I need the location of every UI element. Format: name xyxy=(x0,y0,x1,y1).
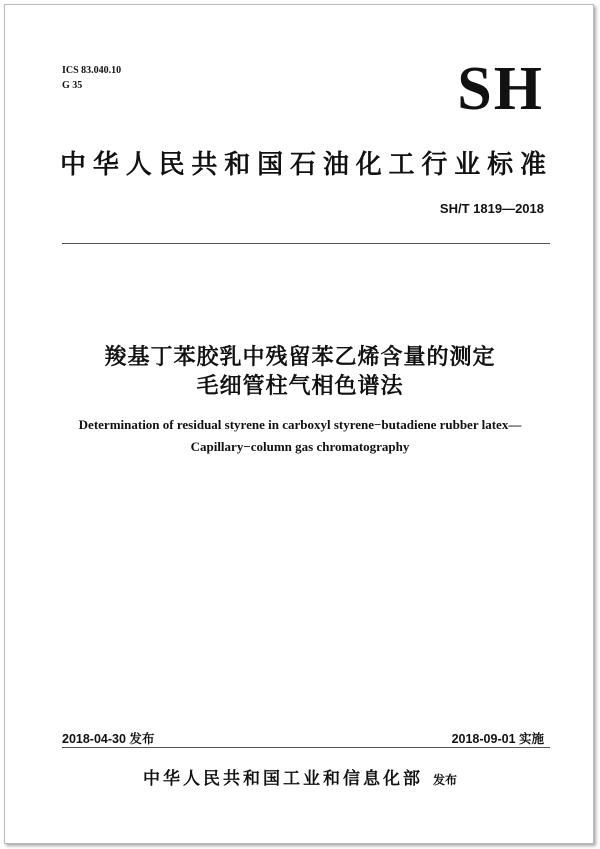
publisher xyxy=(0,764,600,789)
ministry-name: 中华人民共和国工业和信息化部 xyxy=(142,769,423,788)
footer-divider xyxy=(62,747,550,748)
publish-label: 发布 xyxy=(432,773,457,787)
implement-date: 2018-09-01 实施 xyxy=(451,732,544,746)
standard-code: SH/T 1819—2018 xyxy=(439,201,544,216)
header-divider xyxy=(62,243,550,244)
ics-code: ICS 83.040.10 xyxy=(62,65,122,76)
classification-codes xyxy=(62,63,121,93)
issue-date: 2018-04-30 发布 xyxy=(62,732,155,746)
title-zh-line2: 毛细管柱气相色谱法 xyxy=(196,373,404,398)
title-en-line1: Determination of residual styrene in carboxyl styrene−butadiene rubber latex— xyxy=(78,417,522,432)
issuer-title: 中华人民共和国石油化工行业标准 xyxy=(60,149,550,179)
title-zh-line1: 羧基丁苯胶乳中残留苯乙烯含量的测定 xyxy=(104,344,496,369)
sh-logo: SH xyxy=(457,55,544,123)
ccs-code: G 35 xyxy=(62,80,83,91)
title-en-line2: Capillary−column gas chromatography xyxy=(190,439,410,454)
